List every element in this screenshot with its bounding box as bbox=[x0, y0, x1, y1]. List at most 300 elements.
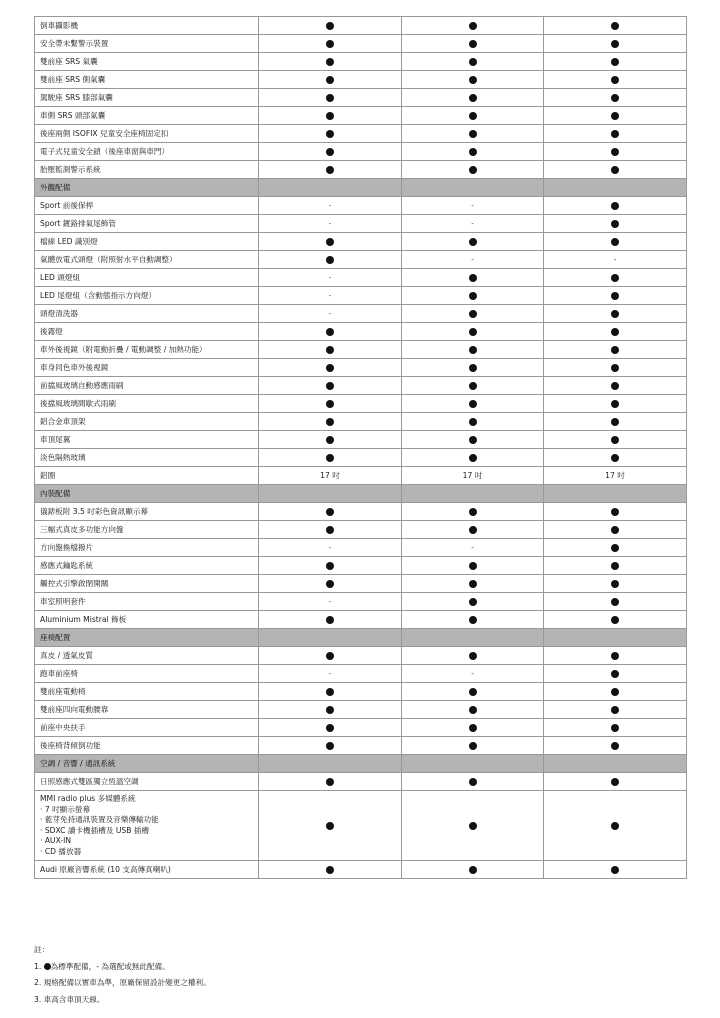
spec-row bbox=[35, 647, 687, 665]
not-available-dash: - bbox=[613, 255, 617, 264]
spec-value-cell bbox=[259, 143, 402, 161]
spec-value-cell bbox=[402, 89, 544, 107]
note-1-number: 1. bbox=[34, 961, 42, 971]
spec-label: 雙前座電動椅 bbox=[35, 683, 259, 701]
section-blank-cell bbox=[402, 755, 544, 773]
standard-dot-icon bbox=[326, 256, 334, 264]
spec-row bbox=[35, 287, 687, 305]
standard-dot-icon bbox=[469, 76, 477, 84]
spec-value-cell bbox=[259, 269, 402, 287]
standard-dot-icon bbox=[611, 616, 619, 624]
spec-value-cell bbox=[544, 197, 687, 215]
section-blank-cell bbox=[544, 485, 687, 503]
spec-row bbox=[35, 611, 687, 629]
spec-value-cell bbox=[544, 215, 687, 233]
spec-value-cell bbox=[402, 107, 544, 125]
section-blank-cell bbox=[259, 485, 402, 503]
spec-value-cell bbox=[259, 215, 402, 233]
section-title: 外觀配備 bbox=[35, 179, 259, 197]
spec-sub-item: · 7 吋顯示螢幕 bbox=[40, 804, 91, 814]
wheel-size-value: 17 吋 bbox=[462, 470, 483, 480]
standard-dot-icon bbox=[326, 418, 334, 426]
standard-dot-icon bbox=[611, 598, 619, 606]
standard-dot-icon bbox=[611, 778, 619, 786]
spec-value-cell bbox=[259, 557, 402, 575]
spec-value-cell bbox=[402, 161, 544, 179]
standard-dot-icon bbox=[326, 562, 334, 570]
spec-value-cell bbox=[402, 287, 544, 305]
standard-dot-icon bbox=[326, 76, 334, 84]
spec-label: 方向盤換檔撥片 bbox=[35, 539, 259, 557]
standard-dot-icon bbox=[611, 454, 619, 462]
spec-value-cell bbox=[402, 17, 544, 35]
spec-value-cell bbox=[402, 665, 544, 683]
spec-value-cell bbox=[259, 539, 402, 557]
standard-dot-icon bbox=[469, 652, 477, 660]
spec-label: LED 尾燈組（含動態指示方向燈） bbox=[35, 287, 259, 305]
standard-dot-icon bbox=[611, 866, 619, 874]
spec-value-cell bbox=[259, 521, 402, 539]
notes bbox=[34, 942, 211, 1008]
standard-dot-icon bbox=[469, 148, 477, 156]
spec-row bbox=[35, 575, 687, 593]
spec-row bbox=[35, 539, 687, 557]
section-title: 空調 / 音響 / 通訊系統 bbox=[35, 755, 259, 773]
spec-sub-item: · AUX-IN bbox=[40, 836, 72, 845]
spec-value-cell bbox=[402, 449, 544, 467]
standard-dot-icon bbox=[611, 418, 619, 426]
spec-row bbox=[35, 341, 687, 359]
spec-label: 跑車前座椅 bbox=[35, 665, 259, 683]
spec-value-cell bbox=[544, 395, 687, 413]
spec-value-cell bbox=[544, 773, 687, 791]
standard-dot-icon bbox=[611, 346, 619, 354]
spec-value-cell bbox=[402, 557, 544, 575]
spec-value-cell bbox=[544, 305, 687, 323]
standard-dot-icon bbox=[469, 238, 477, 246]
spec-value-cell bbox=[259, 251, 402, 269]
standard-dot-icon bbox=[469, 742, 477, 750]
spec-label: 雙前座四向電動腰靠 bbox=[35, 701, 259, 719]
spec-value-cell bbox=[402, 395, 544, 413]
section-blank-cell bbox=[402, 629, 544, 647]
standard-dot-icon bbox=[326, 238, 334, 246]
spec-row bbox=[35, 395, 687, 413]
spec-row bbox=[35, 449, 687, 467]
spec-value-cell bbox=[402, 71, 544, 89]
spec-label: Sport 鍍鉻排氣尾飾管 bbox=[35, 215, 259, 233]
not-available-dash: - bbox=[328, 273, 332, 282]
standard-dot-icon bbox=[326, 706, 334, 714]
spec-row bbox=[35, 683, 687, 701]
spec-value-cell bbox=[402, 611, 544, 629]
standard-dot-icon bbox=[326, 94, 334, 102]
standard-dot-icon bbox=[326, 112, 334, 120]
standard-dot-icon bbox=[469, 454, 477, 462]
spec-value-cell bbox=[544, 647, 687, 665]
spec-value-cell bbox=[402, 341, 544, 359]
spec-value-cell bbox=[402, 143, 544, 161]
spec-value-cell bbox=[402, 305, 544, 323]
spec-value-cell bbox=[544, 557, 687, 575]
spec-value-cell bbox=[259, 233, 402, 251]
spec-row bbox=[35, 89, 687, 107]
spec-row bbox=[35, 503, 687, 521]
spec-label: 鋁圈 bbox=[35, 467, 259, 485]
spec-row bbox=[35, 791, 687, 861]
not-available-dash: - bbox=[328, 201, 332, 210]
standard-dot-icon bbox=[611, 40, 619, 48]
standard-dot-icon bbox=[611, 22, 619, 30]
section-title: 內裝配備 bbox=[35, 485, 259, 503]
spec-label-main: MMI radio plus 多媒體系統 bbox=[40, 794, 136, 803]
note-3: 3. 車高含車頂天線。 bbox=[34, 994, 105, 1004]
spec-value-cell bbox=[544, 359, 687, 377]
standard-dot-icon bbox=[611, 166, 619, 174]
standard-dot-icon bbox=[469, 778, 477, 786]
standard-dot-icon bbox=[469, 364, 477, 372]
section-header-row bbox=[35, 755, 687, 773]
section-blank-cell bbox=[259, 755, 402, 773]
spec-value-cell bbox=[402, 35, 544, 53]
not-available-dash: - bbox=[328, 669, 332, 678]
standard-dot-icon bbox=[469, 598, 477, 606]
section-blank-cell bbox=[402, 179, 544, 197]
spec-label: 檔線 LED 識別燈 bbox=[35, 233, 259, 251]
not-available-dash: - bbox=[328, 543, 332, 552]
spec-label: 雙前座 SRS 側氣囊 bbox=[35, 71, 259, 89]
note-1 bbox=[34, 959, 211, 976]
section-header-row bbox=[35, 179, 687, 197]
spec-value-cell bbox=[544, 449, 687, 467]
standard-dot-icon bbox=[611, 822, 619, 830]
spec-value-cell bbox=[259, 611, 402, 629]
spec-row bbox=[35, 377, 687, 395]
spec-value-cell bbox=[544, 737, 687, 755]
standard-dot-icon bbox=[611, 364, 619, 372]
spec-row bbox=[35, 233, 687, 251]
standard-dot-icon bbox=[326, 166, 334, 174]
spec-value-cell bbox=[544, 503, 687, 521]
spec-value-cell bbox=[544, 701, 687, 719]
standard-dot-icon bbox=[326, 822, 334, 830]
spec-row bbox=[35, 35, 687, 53]
spec-label: 三幅式真皮多功能方向盤 bbox=[35, 521, 259, 539]
spec-sub-item: · SDXC 讀卡機插槽及 USB 插槽 bbox=[40, 825, 150, 835]
not-available-dash: - bbox=[471, 201, 474, 210]
standard-dot-icon bbox=[469, 310, 477, 318]
spec-label: 頭燈清洗器 bbox=[35, 305, 259, 323]
not-available-dash: - bbox=[328, 291, 332, 300]
standard-dot-icon bbox=[326, 508, 334, 516]
spec-row bbox=[35, 593, 687, 611]
spec-row bbox=[35, 557, 687, 575]
standard-dot-icon bbox=[326, 724, 334, 732]
spec-value-cell bbox=[544, 719, 687, 737]
spec-value-cell bbox=[259, 71, 402, 89]
spec-value-cell bbox=[402, 431, 544, 449]
spec-label: 安全帶未繫警示裝置 bbox=[35, 35, 259, 53]
spec-value-cell bbox=[544, 413, 687, 431]
standard-dot-icon bbox=[326, 616, 334, 624]
spec-label: 雙前座 SRS 氣囊 bbox=[35, 53, 259, 71]
spec-value-cell bbox=[259, 701, 402, 719]
spec-label: 觸控式引擎啟閉開關 bbox=[35, 575, 259, 593]
spec-value-cell bbox=[544, 233, 687, 251]
standard-dot-icon bbox=[469, 22, 477, 30]
spec-value-cell bbox=[402, 323, 544, 341]
spec-value-cell bbox=[259, 287, 402, 305]
not-available-dash: - bbox=[328, 309, 332, 318]
spec-value-cell bbox=[402, 413, 544, 431]
spec-label: 儀錶板附 3.5 吋彩色資訊顯示幕 bbox=[35, 503, 259, 521]
section-title: 座椅配置 bbox=[35, 629, 259, 647]
spec-value-cell bbox=[259, 593, 402, 611]
standard-dot-icon bbox=[326, 328, 334, 336]
section-blank-cell bbox=[259, 179, 402, 197]
standard-dot-icon bbox=[611, 742, 619, 750]
wheel-size-value: 17 吋 bbox=[320, 470, 340, 480]
spec-row bbox=[35, 197, 687, 215]
spec-value-cell bbox=[402, 575, 544, 593]
standard-dot-icon bbox=[469, 436, 477, 444]
standard-dot-icon bbox=[469, 130, 477, 138]
spec-value-cell bbox=[544, 611, 687, 629]
spec-value-cell bbox=[402, 377, 544, 395]
spec-label: 胎壓監測警示系統 bbox=[35, 161, 259, 179]
section-header-row bbox=[35, 629, 687, 647]
spec-row bbox=[35, 719, 687, 737]
spec-value-cell bbox=[259, 665, 402, 683]
standard-dot-icon bbox=[469, 508, 477, 516]
standard-dot-icon bbox=[469, 580, 477, 588]
standard-dot-icon bbox=[326, 364, 334, 372]
spec-sub-item: · 藍芽免持通訊裝置及音樂傳輸功能 bbox=[40, 815, 159, 824]
spec-value-cell bbox=[544, 791, 687, 861]
spec-value-cell bbox=[259, 503, 402, 521]
spec-label: 車室照明套件 bbox=[35, 593, 259, 611]
spec-label: 車頂尾翼 bbox=[35, 431, 259, 449]
spec-value-cell bbox=[402, 861, 544, 879]
standard-dot-icon bbox=[469, 382, 477, 390]
standard-dot-icon bbox=[469, 822, 477, 830]
spec-value-cell bbox=[259, 359, 402, 377]
spec-value-cell bbox=[259, 791, 402, 861]
standard-dot-icon bbox=[469, 40, 477, 48]
standard-dot-icon bbox=[611, 382, 619, 390]
standard-dot-icon bbox=[611, 544, 619, 552]
spec-value-cell bbox=[402, 467, 544, 485]
spec-value-cell bbox=[544, 861, 687, 879]
spec-row bbox=[35, 251, 687, 269]
spec-row bbox=[35, 143, 687, 161]
standard-dot-icon bbox=[611, 220, 619, 228]
spec-value-cell bbox=[259, 773, 402, 791]
spec-label: 車側 SRS 頭部氣囊 bbox=[35, 107, 259, 125]
spec-value-cell bbox=[544, 683, 687, 701]
spec-label: 日照感應式雙區獨立恆溫空調 bbox=[35, 773, 259, 791]
not-available-dash: - bbox=[471, 255, 474, 264]
standard-dot-icon bbox=[469, 292, 477, 300]
spec-value-cell bbox=[402, 503, 544, 521]
spec-value-cell bbox=[402, 197, 544, 215]
standard-dot-icon bbox=[611, 400, 619, 408]
spec-value-cell bbox=[259, 161, 402, 179]
spec-row bbox=[35, 305, 687, 323]
spec-value-cell bbox=[402, 53, 544, 71]
spec-row bbox=[35, 125, 687, 143]
spec-value-cell bbox=[402, 791, 544, 861]
note-2: 2. 規格配備以實車為準，原廠保留設計變更之權利。 bbox=[34, 978, 211, 987]
standard-dot-icon bbox=[326, 742, 334, 750]
spec-value-cell bbox=[544, 125, 687, 143]
spec-label: 鋁合金車頂架 bbox=[35, 413, 259, 431]
standard-dot-icon bbox=[469, 166, 477, 174]
spec-row bbox=[35, 71, 687, 89]
spec-value-cell bbox=[544, 467, 687, 485]
spec-row bbox=[35, 701, 687, 719]
spec-label: 駕駛座 SRS 膝部氣囊 bbox=[35, 89, 259, 107]
spec-row bbox=[35, 665, 687, 683]
standard-dot-icon bbox=[469, 112, 477, 120]
spec-label: 前座中央扶手 bbox=[35, 719, 259, 737]
standard-dot-icon bbox=[326, 454, 334, 462]
spec-value-cell bbox=[259, 341, 402, 359]
standard-dot-icon bbox=[44, 963, 51, 970]
spec-label: 電子式兒童安全鎖（後座車窗與車門） bbox=[35, 143, 259, 161]
standard-dot-icon bbox=[326, 652, 334, 660]
spec-value-cell bbox=[544, 521, 687, 539]
spec-label: 氣體放電式頭燈（附照射水平自動調整） bbox=[35, 251, 259, 269]
spec-value-cell bbox=[402, 683, 544, 701]
spec-value-cell bbox=[259, 575, 402, 593]
spec-value-cell bbox=[259, 197, 402, 215]
spec-value-cell bbox=[259, 413, 402, 431]
standard-dot-icon bbox=[469, 58, 477, 66]
standard-dot-icon bbox=[611, 238, 619, 246]
spec-value-cell bbox=[544, 251, 687, 269]
spec-label: 前擋風玻璃自動感應雨刷 bbox=[35, 377, 259, 395]
spec-value-cell bbox=[259, 35, 402, 53]
not-available-dash: - bbox=[471, 219, 474, 228]
spec-value-cell bbox=[544, 575, 687, 593]
section-blank-cell bbox=[544, 179, 687, 197]
standard-dot-icon bbox=[611, 148, 619, 156]
spec-row bbox=[35, 53, 687, 71]
spec-label: Audi 原廠音響系統 (10 支高傳真喇叭) bbox=[35, 861, 259, 879]
spec-label: 倒車攝影機 bbox=[35, 17, 259, 35]
spec-value-cell bbox=[544, 107, 687, 125]
standard-dot-icon bbox=[469, 724, 477, 732]
standard-dot-icon bbox=[611, 436, 619, 444]
spec-value-cell bbox=[544, 71, 687, 89]
spec-label: 後座椅背傾倒功能 bbox=[35, 737, 259, 755]
standard-dot-icon bbox=[326, 382, 334, 390]
standard-dot-icon bbox=[326, 58, 334, 66]
standard-dot-icon bbox=[326, 436, 334, 444]
spec-value-cell bbox=[402, 521, 544, 539]
spec-value-cell bbox=[544, 377, 687, 395]
spec-label: 後座兩側 ISOFIX 兒童安全座椅固定扣 bbox=[35, 125, 259, 143]
standard-dot-icon bbox=[326, 580, 334, 588]
spec-value-cell bbox=[402, 251, 544, 269]
section-blank-cell bbox=[544, 755, 687, 773]
note-1-text: 為標準配備，- 為選配或無此配備。 bbox=[50, 961, 170, 971]
not-available-dash: - bbox=[471, 669, 474, 678]
standard-dot-icon bbox=[326, 778, 334, 786]
spec-value-cell bbox=[402, 701, 544, 719]
spec-value-cell bbox=[259, 683, 402, 701]
spec-row bbox=[35, 17, 687, 35]
spec-table bbox=[34, 16, 687, 879]
spec-value-cell bbox=[402, 773, 544, 791]
spec-value-cell bbox=[259, 395, 402, 413]
standard-dot-icon bbox=[611, 94, 619, 102]
spec-value-cell bbox=[259, 305, 402, 323]
spec-row bbox=[35, 773, 687, 791]
spec-label: 後擋風玻璃間歇式雨刷 bbox=[35, 395, 259, 413]
spec-label: 真皮 / 透氣皮質 bbox=[35, 647, 259, 665]
spec-value-cell bbox=[544, 35, 687, 53]
standard-dot-icon bbox=[611, 202, 619, 210]
spec-sub-item: · CD 播放器 bbox=[40, 846, 82, 856]
spec-value-cell bbox=[259, 107, 402, 125]
spec-row bbox=[35, 431, 687, 449]
standard-dot-icon bbox=[611, 724, 619, 732]
spec-label: 淡色隔熱玻璃 bbox=[35, 449, 259, 467]
spec-row bbox=[35, 359, 687, 377]
notes-title: 註： bbox=[34, 945, 50, 954]
standard-dot-icon bbox=[611, 580, 619, 588]
standard-dot-icon bbox=[326, 346, 334, 354]
standard-dot-icon bbox=[469, 418, 477, 426]
standard-dot-icon bbox=[469, 866, 477, 874]
spec-row bbox=[35, 107, 687, 125]
standard-dot-icon bbox=[611, 328, 619, 336]
spec-label: LED 頭燈組 bbox=[35, 269, 259, 287]
standard-dot-icon bbox=[326, 40, 334, 48]
spec-row bbox=[35, 467, 687, 485]
section-blank-cell bbox=[259, 629, 402, 647]
spec-value-cell bbox=[544, 341, 687, 359]
spec-label: Sport 前後保桿 bbox=[35, 197, 259, 215]
spec-row bbox=[35, 737, 687, 755]
spec-value-cell bbox=[259, 89, 402, 107]
spec-value-cell bbox=[544, 53, 687, 71]
standard-dot-icon bbox=[326, 866, 334, 874]
spec-value-cell bbox=[402, 737, 544, 755]
spec-value-cell bbox=[259, 861, 402, 879]
not-available-dash: - bbox=[328, 219, 332, 228]
standard-dot-icon bbox=[611, 112, 619, 120]
standard-dot-icon bbox=[469, 706, 477, 714]
spec-row bbox=[35, 269, 687, 287]
spec-value-cell bbox=[402, 215, 544, 233]
standard-dot-icon bbox=[326, 400, 334, 408]
section-blank-cell bbox=[544, 629, 687, 647]
standard-dot-icon bbox=[326, 526, 334, 534]
spec-value-cell bbox=[544, 323, 687, 341]
standard-dot-icon bbox=[469, 400, 477, 408]
spec-value-cell bbox=[544, 665, 687, 683]
spec-value-cell bbox=[544, 17, 687, 35]
spec-value-cell bbox=[544, 593, 687, 611]
spec-value-cell bbox=[544, 161, 687, 179]
spec-value-cell bbox=[402, 125, 544, 143]
spec-value-cell bbox=[259, 719, 402, 737]
standard-dot-icon bbox=[611, 562, 619, 570]
standard-dot-icon bbox=[611, 58, 619, 66]
